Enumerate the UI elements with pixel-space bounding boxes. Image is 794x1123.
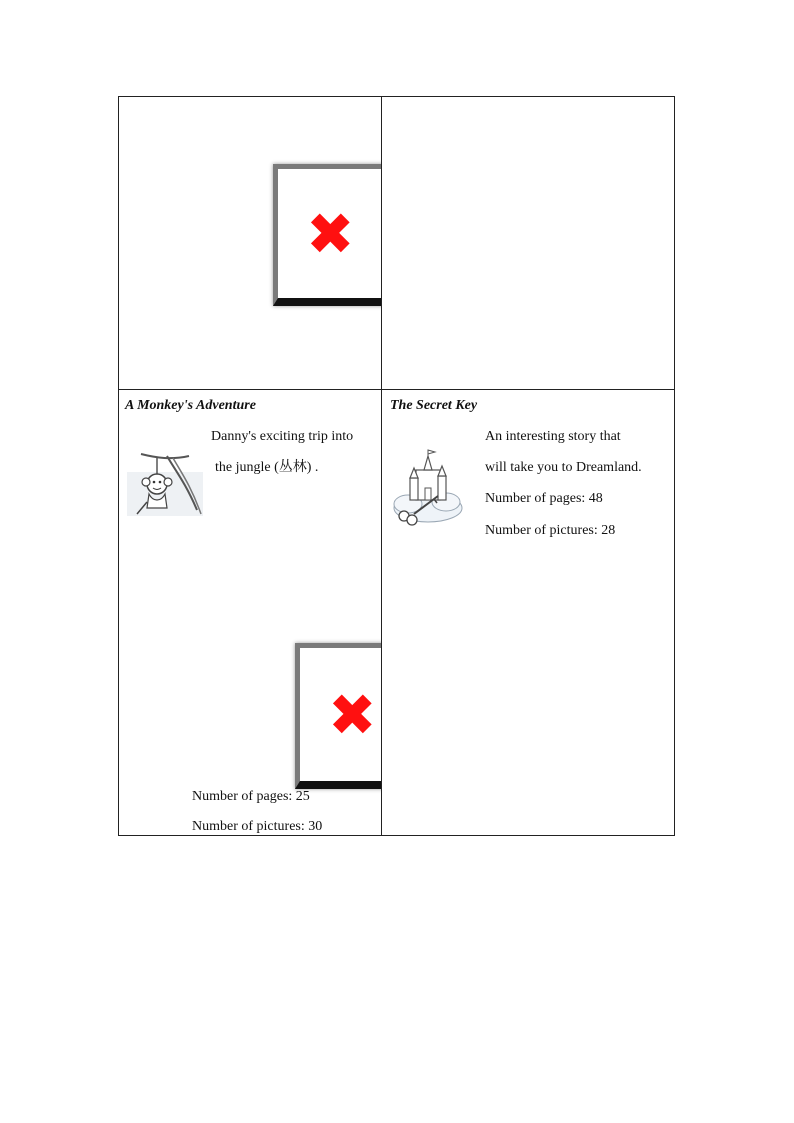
book-card-monkey (119, 390, 381, 836)
book-description-line2: the jungle (丛林) . (215, 460, 319, 475)
book-table (118, 96, 675, 836)
book-description-line2: will take you to Dreamland. (485, 460, 642, 475)
book-card-secret-key (382, 390, 675, 836)
book-pages: Number of pages: 25 (192, 789, 310, 804)
cell-top-left (119, 97, 381, 389)
book-pictures: Number of pictures: 28 (485, 523, 616, 538)
book-title: The Secret Key (390, 398, 478, 413)
broken-image-icon: ✖ (273, 164, 381, 306)
book-title: A Monkey's Adventure (125, 398, 256, 413)
cell-top-right (382, 97, 675, 389)
book-description-line1: An interesting story that (485, 429, 621, 444)
monkey-illustration (127, 452, 203, 516)
book-pages: Number of pages: 48 (485, 491, 603, 506)
castle-key-illustration (388, 448, 466, 532)
book-description-line1: Danny's exciting trip into (211, 429, 354, 444)
broken-image-icon: ✖ (295, 643, 381, 789)
book-pictures: Number of pictures: 30 (192, 819, 323, 834)
